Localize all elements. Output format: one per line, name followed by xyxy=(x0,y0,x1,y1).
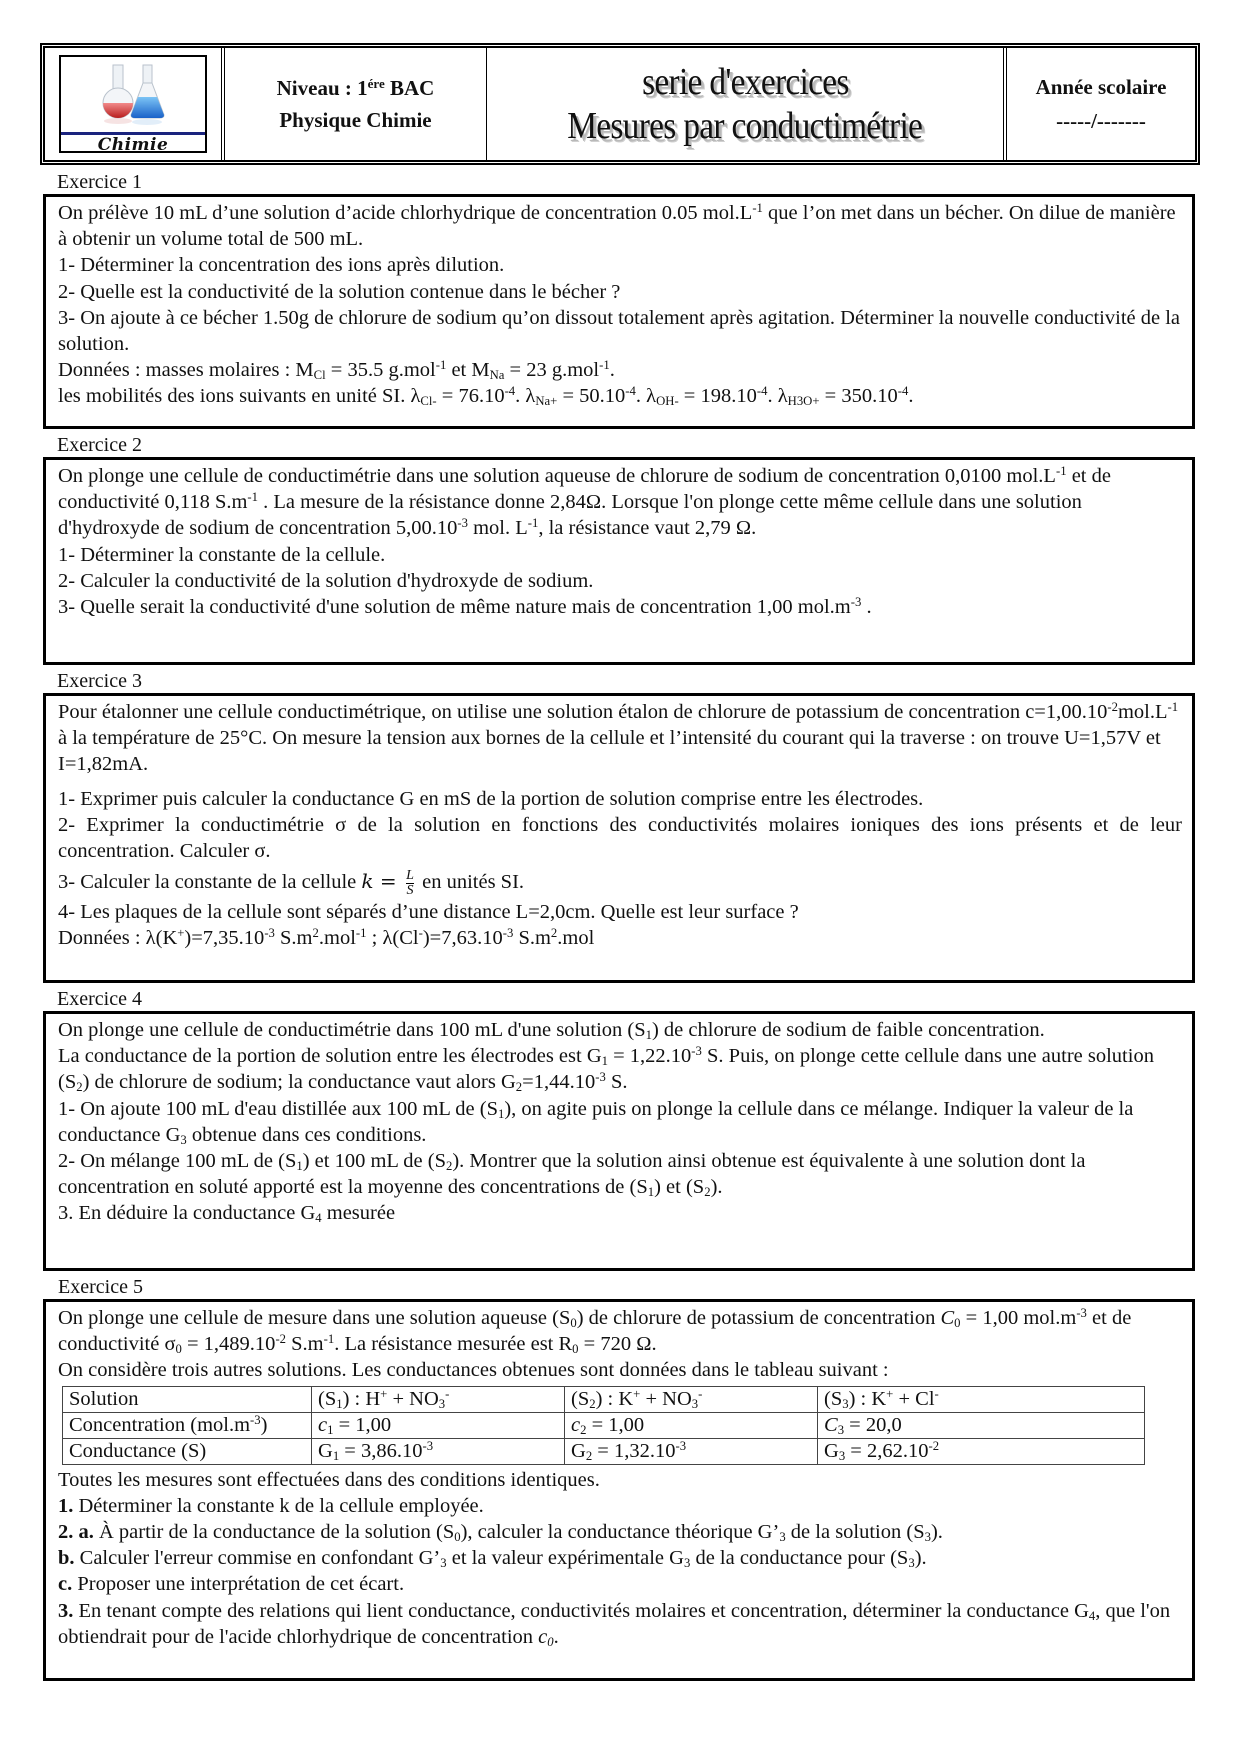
level-text: Niveau : $1^{ére}$ BAC xyxy=(276,75,435,100)
logo-cell xyxy=(45,48,225,160)
table-cell: $G_1 = 3,86.10^{-3}$ xyxy=(312,1438,565,1464)
exercise-5-conditions-note: Toutes les mesures sont effectuées dans des conditions identiques. xyxy=(58,1468,600,1491)
school-year-cell xyxy=(1007,48,1195,160)
exercise-3-question-4: 4- Les plaques de la cellule sont séparés d’une distance L=2,0cm. Quelle est leur surface ? xyxy=(58,901,799,924)
exercise-4-question-3: 3. En déduire la conductance $G_4$ mesurée xyxy=(58,1202,396,1226)
exercise-3-box xyxy=(43,693,1195,983)
flasks-icon xyxy=(61,57,205,135)
exercise-2-box xyxy=(43,457,1195,665)
table-header-cell: $(S_1)$ : $H^+ + NO_3^-$ xyxy=(312,1386,565,1412)
level-cell xyxy=(225,48,487,160)
exercise-5-question-2c: c. Proposer une interprétation de cet écart. xyxy=(58,1573,405,1596)
exercise-1-ion-mobilities: les mobilités des ions suivants en unité SI. $\lambda_{Cl-} = 76.10^{-4}$. $\lambda_{Na+} = 50.10^{-4}$. $\lambda_{OH-} = 198.10^{-4}$. $\lambda_{H3O+} = 350.10^{-4}$. xyxy=(58,384,914,409)
table-header-cell: $(S_2)$ : $K^+ + NO_3^-$ xyxy=(565,1386,818,1412)
exercise-1-question-3: 3- On ajoute à ce bécher 1.50g de chlorure de sodium qu’on dissout totalement après agitation. Déterminer la nouvelle conductivité de la solution. xyxy=(58,306,1181,356)
logo-label: Chimie xyxy=(97,135,169,155)
cell-constant-formula: k = xyxy=(361,869,403,894)
exercise-4-question-1: 1- On ajoute 100 mL d'eau distillée aux 100 mL de $(S_1)$, on agite puis on plonge la cellule dans ce mélange. Indiquer la valeur de la conductance $G_3$ obtenue dans ces conditions. xyxy=(58,1097,1134,1147)
exercise-5-title: Exercice 5 xyxy=(58,1276,143,1298)
exercise-5-table-intro: On considère trois autres solutions. Les conductances obtenues sont données dans le tableau suivant : xyxy=(58,1359,889,1382)
exercise-5-question-1: 1. Déterminer la constante k de la cellule employée. xyxy=(58,1494,484,1517)
exercise-3-question-2: 2- Exprimer la conductimétrie σ de la solution en fonctions des conductivités molaires ioniques des ions présents et de leur concentration. Calculer σ. xyxy=(58,813,1182,863)
exercise-2-question-3: 3- Quelle serait la conductivité d'une solution de même nature mais de concentration 1,00 $mol.m^{-3}$ . xyxy=(58,595,872,619)
exercise-5-intro: On plonge une cellule de mesure dans une solution aqueuse $(S_0)$ de chlorure de potassium de concentration $C_0 = 1,00$ $mol.m^{-3}$ et de conductivité $\sigma_0 = 1,489.10^{-2}$ $S.m^{-1}$. La résistance mesurée est $R_0 = 720$ Ω. xyxy=(58,1306,1132,1357)
table-row xyxy=(63,1438,1145,1464)
table-cell: $c_1 = 1,00$ xyxy=(312,1412,565,1438)
exercise-5-question-2a: 2. a. À partir de la conductance de la solution $(S_0)$, calculer la conductance théorique $G’_3$ de la solution $(S_3)$. xyxy=(58,1521,943,1545)
conductance-table xyxy=(62,1386,1145,1465)
exercise-1-paragraph: On prélève 10 mL d’une solution d’acide chlorhydrique de concentration 0.05 $mol.L^{-1}$ que l’on met dans un bécher. On dilue de manière à obtenir un volume total de 500 mL. xyxy=(58,201,1176,251)
table-header-cell: $(S_3)$ : K+ + Cl- xyxy=(818,1386,1145,1412)
table-header-cell: Solution xyxy=(63,1386,312,1412)
table-cell: $C_3 = 20,0$ xyxy=(818,1412,1145,1438)
exercise-1-molar-masses: Données : masses molaires : $M_{Cl} = 35.5$ g.mol$^{-1}$ et $M_{Na} = 23$ g.mol$^{-1}$. xyxy=(58,358,615,383)
exercise-5-question-2b: b. Calculer l'erreur commise en confondant $G’_3$ et la valeur expérimentale $G_3$ de la conductance pour $(S_3)$. xyxy=(58,1547,927,1571)
page-title: Mesures par conductimétrie xyxy=(567,105,923,147)
exercise-4-question-2: 2- On mélange 100 mL de $(S_1)$ et 100 mL de $(S_2)$. Montrer que la solution ainsi obtenue est équivalente à une solution dont la concentration en soluté apporté est la moyenne des concentrations de $(S_1)$ et $(S_2)$. xyxy=(58,1150,1086,1200)
table-cell: $G_3 = 2,62.10^{-2}$ xyxy=(818,1438,1145,1464)
table-row xyxy=(63,1386,1145,1412)
exercise-1-title: Exercice 1 xyxy=(57,171,142,193)
title-cell xyxy=(487,48,1007,160)
exercise-4-paragraph-2: La conductance de la portion de solution entre les électrodes est $G_1 = 1,22.10^{-3}$ S. Puis, on plonge cette cellule dans une autre solution $(S_2)$ de chlorure de sodium; la conductance vaut alors $G_2=1,44.10^{-3}$ S. xyxy=(58,1044,1154,1095)
chimie-logo xyxy=(59,55,207,153)
exercise-3-title: Exercice 3 xyxy=(57,670,142,692)
exercise-2-title: Exercice 2 xyxy=(57,434,142,456)
exercise-2-question-2: 2- Calculer la conductivité de la solution d'hydroxyde de sodium. xyxy=(58,569,594,592)
exercise-5-question-3: 3. En tenant compte des relations qui lient conductance, conductivités molaires et concentration, déterminer la conductance $G_4$, que l'on obtiendrait pour de l'acide chlorhydrique de concentration $c_0$. xyxy=(58,1599,1171,1649)
exercise-1-question-2: 2- Quelle est la conductivité de la solution contenue dans le bécher ? xyxy=(58,280,621,303)
exercise-3-question-1: 1- Exprimer puis calculer la conductance G en mS de la portion de solution comprise entre les électrodes. xyxy=(58,787,924,810)
table-row xyxy=(63,1412,1145,1438)
exercise-2-paragraph: On plonge une cellule de conductimétrie dans une solution aqueuse de chlorure de sodium de concentration 0,0100 $mol.L^{-1}$ et de conductivité 0,118 $S.m^{-1}$ . La mesure de la résistance donne 2,84Ω. Lorsque l'on plonge cette même cellule dans une solution d'hydroxyde de sodium de concentration $5,00.10^{-3}$ mol. $L^{-1}$, la résistance vaut 2,79 Ω. xyxy=(58,464,1111,540)
school-year-label: Année scolaire xyxy=(1035,75,1167,99)
exercise-3-intro: Pour étalonner une cellule conductimétrique, on utilise une solution étalon de chlorure de potassium de concentration $c=1,00.10^{-2}mol.L^{-1}$ à la température de 25°C. On mesure la tension aux bornes de la cellule et l’intensité du courant qui la traverse : on trouve U=1,57V et I=1,82mA. xyxy=(58,700,1179,776)
exercise-1-box xyxy=(43,194,1195,429)
series-title: serie d'exercices xyxy=(641,61,849,103)
exercise-5-box xyxy=(43,1299,1195,1681)
exercise-1-question-1: 1- Déterminer la concentration des ions après dilution. xyxy=(58,254,505,277)
exercise-4-title: Exercice 4 xyxy=(57,988,142,1010)
exercise-4-box xyxy=(43,1011,1195,1271)
fraction-l-over-s: $\frac{L}{S}$ xyxy=(406,868,414,899)
school-year-value: -----/------- xyxy=(1056,109,1146,133)
exercise-4-paragraph-1: On plonge une cellule de conductimétrie dans 100 mL d'une solution $(S_1)$ de chlorure de sodium de faible concentration. xyxy=(58,1019,1045,1043)
table-cell: $c_2 = 1,00$ xyxy=(565,1412,818,1438)
table-cell: Conductance (S) xyxy=(63,1438,312,1464)
exercise-3-question-3: 3- Calculer la constante de la cellule k = $\frac{L}{S}$ en unités SI. xyxy=(58,868,525,899)
exercise-2-question-1: 1- Déterminer la constante de la cellule. xyxy=(58,543,386,566)
exercise-3-data: Données : $\lambda(K^+)=7,35.10^{-3}$ $S.m^2.mol^{-1}$ ; $\lambda(Cl^-)=7,63.10^{-3}$ $S.m^2.mol$ xyxy=(58,926,595,950)
table-cell: $G_2 = 1,32.10^{-3}$ xyxy=(565,1438,818,1464)
subject-text: Physique Chimie xyxy=(279,108,432,132)
document-header xyxy=(40,43,1200,165)
table-cell: Concentration $(mol.m^{-3})$ xyxy=(63,1412,312,1438)
